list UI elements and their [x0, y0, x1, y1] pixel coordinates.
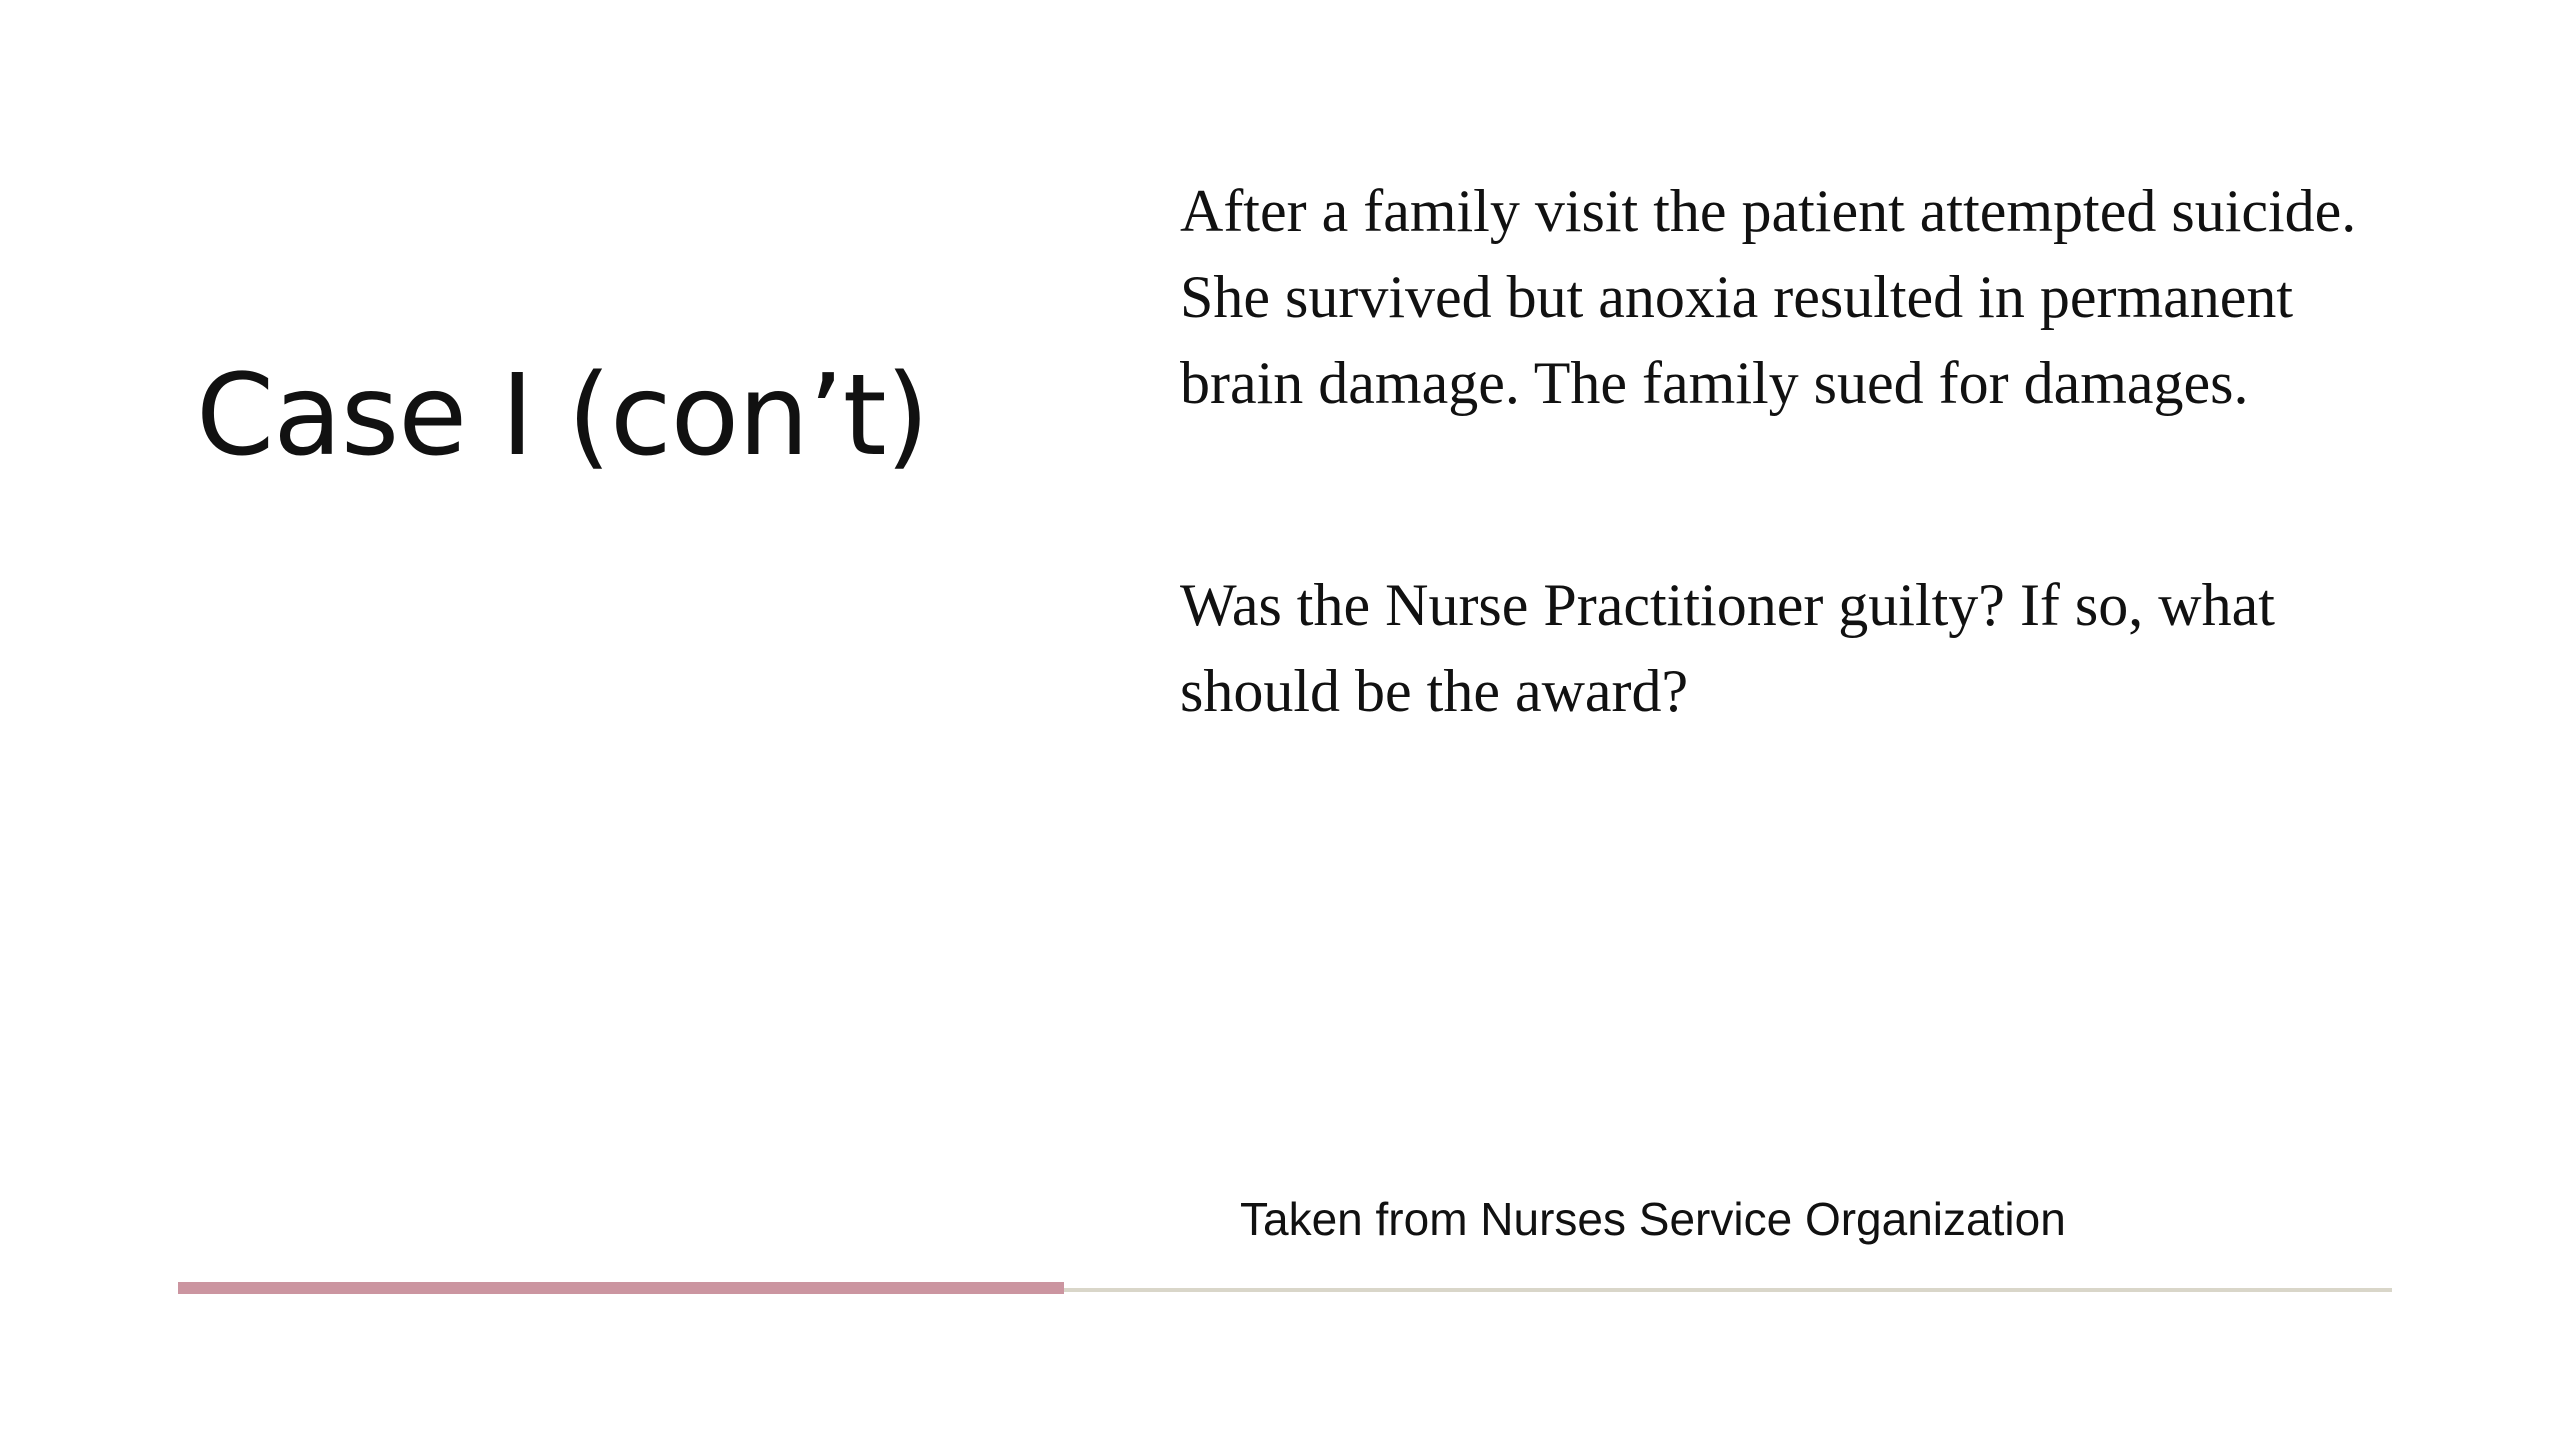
accent-divider — [178, 1282, 1064, 1294]
body-paragraph-1: After a family visit the patient attempted suicide. She survived but anoxia resulted in permanent brain damage. The family sued for damages. — [1180, 178, 2357, 416]
slide-title: Case I (con’t) — [196, 351, 929, 481]
thin-divider — [1064, 1288, 2392, 1292]
slide-body — [1180, 168, 2420, 734]
body-paragraph-2: Was the Nurse Practitioner guilty? If so, what should be the award? — [1180, 572, 2275, 724]
source-citation: Taken from Nurses Service Organization — [1240, 1193, 2066, 1245]
